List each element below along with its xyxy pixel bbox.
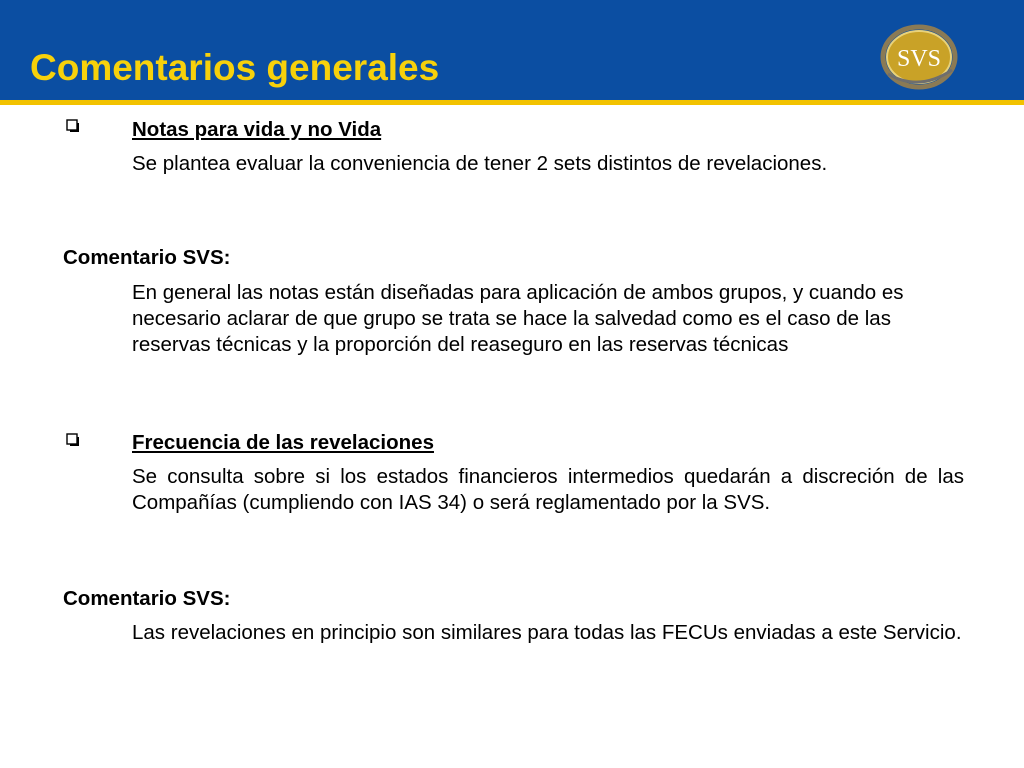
comment-text: En general las notas están diseñadas para aplicación de ambos grupos, y cuando es necesario aclarar de que grupo se trata se hace la salvedad como es el caso de las reservas técnicas y la proporción del reaseguro en las reservas técnicas (132, 281, 904, 356)
comment-label: Comentario SVS: (63, 246, 231, 269)
section-text: Se consulta sobre si los estados financieros intermedios quedarán a discreción de las Compañías (cumpliendo con IAS 34) o será reglamentado por la SVS. (132, 465, 964, 514)
section-text: Se plantea evaluar la conveniencia de tener 2 sets distintos de revelaciones. (132, 152, 828, 175)
section-heading: Notas para vida y no Vida (132, 118, 382, 141)
logo-text: SVS (896, 46, 942, 72)
comment-label: Comentario SVS: (63, 587, 231, 610)
comment-text: Las revelaciones en principio son similares para todas las FECUs enviadas a este Servicio. (132, 621, 962, 644)
checkbox-bullet-icon (66, 433, 80, 447)
slide-title: Comentarios generales (30, 47, 440, 88)
section-heading: Frecuencia de las revelaciones (132, 431, 434, 454)
checkbox-bullet-icon (66, 119, 80, 133)
